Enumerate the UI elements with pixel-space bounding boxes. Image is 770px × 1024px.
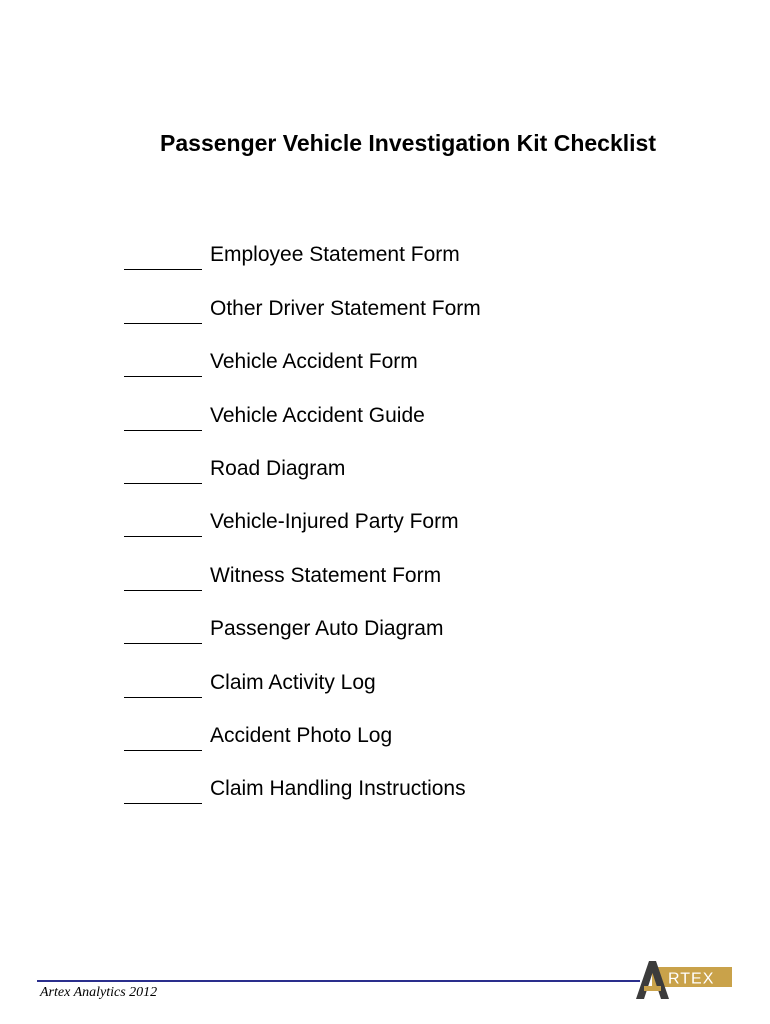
check-blank-line[interactable] <box>124 507 202 537</box>
checklist-item <box>124 537 481 590</box>
checklist-item <box>124 324 481 377</box>
check-blank-line[interactable] <box>124 294 202 324</box>
checklist-item <box>124 751 481 804</box>
checklist-item-label: Claim Activity Log <box>210 670 376 694</box>
checklist-item <box>124 431 481 484</box>
checklist-item-label: Vehicle Accident Form <box>210 350 418 374</box>
checklist-item <box>124 484 481 537</box>
page-title: Passenger Vehicle Investigation Kit Checklist <box>160 130 656 156</box>
checklist-item-label: Claim Handling Instructions <box>210 777 466 801</box>
logo-a-crossbar <box>644 986 661 991</box>
check-blank-line[interactable] <box>124 561 202 591</box>
checklist-item-label: Vehicle-Injured Party Form <box>210 510 459 534</box>
artex-logo <box>634 959 734 1001</box>
check-blank-line[interactable] <box>124 614 202 644</box>
checklist-item-label: Witness Statement Form <box>210 563 442 587</box>
check-blank-line[interactable] <box>124 774 202 804</box>
checklist <box>124 217 481 804</box>
check-blank-line[interactable] <box>124 240 202 270</box>
checklist-item-label: Passenger Auto Diagram <box>210 617 444 641</box>
checklist-item <box>124 644 481 697</box>
checklist-item <box>124 591 481 644</box>
check-blank-line[interactable] <box>124 668 202 698</box>
checklist-item <box>124 698 481 751</box>
checklist-item-label: Road Diagram <box>210 456 346 480</box>
checklist-item-label: Accident Photo Log <box>210 723 393 747</box>
checklist-item-label: Other Driver Statement Form <box>210 296 481 320</box>
checklist-item <box>124 270 481 323</box>
check-blank-line[interactable] <box>124 347 202 377</box>
checklist-item <box>124 377 481 430</box>
footer-copyright: Artex Analytics 2012 <box>40 985 158 1000</box>
checklist-item <box>124 217 481 270</box>
check-blank-line[interactable] <box>124 401 202 431</box>
footer-divider <box>37 980 640 982</box>
checklist-item-label: Vehicle Accident Guide <box>210 403 425 427</box>
logo-wordmark: RTEX <box>668 970 715 988</box>
checklist-item-label: Employee Statement Form <box>210 243 460 267</box>
check-blank-line[interactable] <box>124 721 202 751</box>
check-blank-line[interactable] <box>124 454 202 484</box>
